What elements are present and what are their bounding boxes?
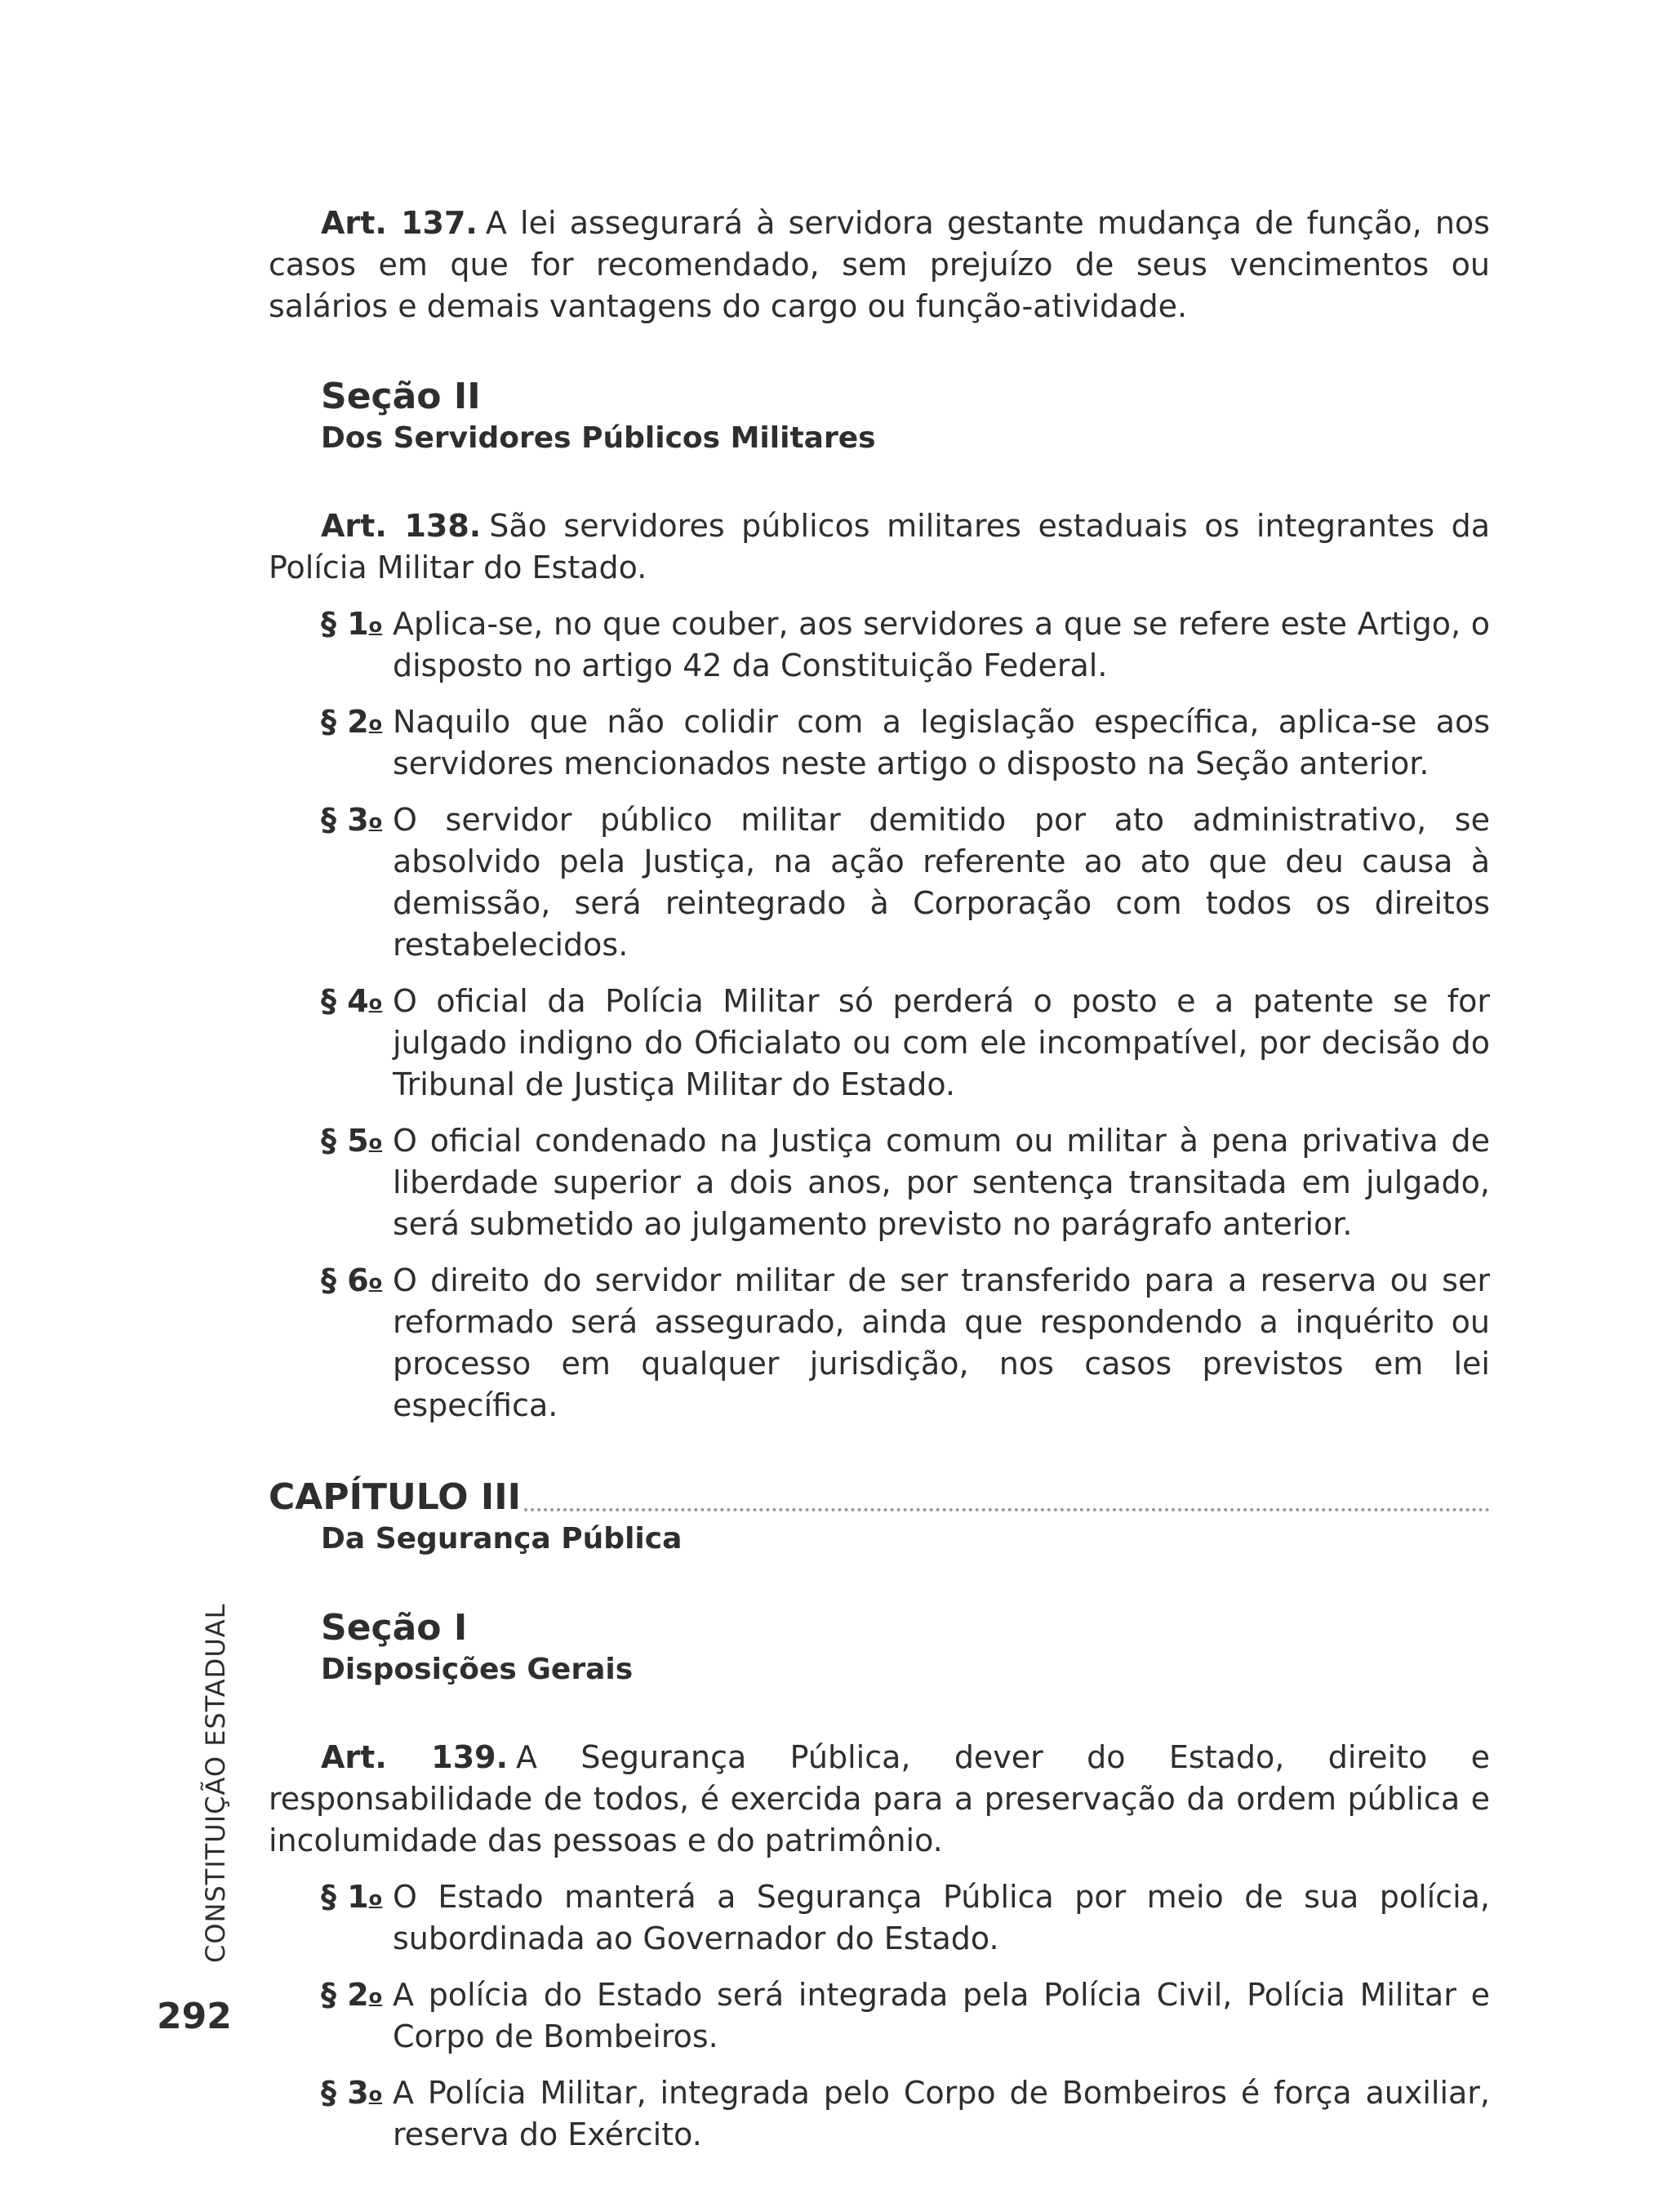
article-139-text: A Segurança Pública, dever do Estado, direito e responsabilidade de todos, é exercida para a preservação da ordem pública e incolumidade das pessoas e do patrimônio. — [269, 1739, 1490, 1858]
article-139 — [269, 1737, 1490, 1862]
article-137-label: Art. 137. — [321, 205, 478, 241]
paragraph-number: § 4$^o$ — [321, 983, 383, 1019]
chapter-3-subtitle: Da Segurança Pública — [321, 1522, 683, 1556]
paragraph-text: Aplica-se, no que couber, aos servidores a que se refere este Artigo, o disposto no artigo 42 da Constituição Federal. — [393, 606, 1490, 683]
art138-paragraph-6 — [269, 1260, 1490, 1426]
paragraph-number: § 1$^o$ — [321, 606, 383, 642]
paragraph-number: § 2$^o$ — [321, 704, 383, 740]
art138-paragraph-3 — [269, 799, 1490, 966]
paragraph-text: O oficial da Polícia Militar só perderá o posto e a patente se for julgado indigno do Oficialato ou com ele incompatível, por decisão do Tribunal de Justiça Militar do Estado. — [393, 983, 1490, 1102]
page-number: 292 — [157, 1996, 232, 2037]
paragraph-text: O direito do servidor militar de ser transferido para a reserva ou ser reformado será assegurado, ainda que respondendo a inquérito ou processo em qualquer jurisdição, nos casos previstos em lei específica. — [393, 1262, 1490, 1423]
chapter-3-header — [269, 1475, 1490, 1520]
paragraph-number: § 6$^o$ — [321, 1262, 383, 1298]
paragraph-text: O Estado manterá a Segurança Pública por meio de sua polícia, subordinada ao Governador do Estado. — [393, 1879, 1490, 1956]
article-138-label: Art. 138. — [321, 508, 482, 544]
paragraph-number: § 3$^o$ — [321, 802, 383, 838]
art139-paragraph-1 — [269, 1876, 1490, 1960]
art138-paragraph-1 — [269, 603, 1490, 687]
paragraph-text: A polícia do Estado será integrada pela Polícia Civil, Polícia Militar e Corpo de Bombeiros. — [393, 1977, 1490, 2054]
article-138 — [269, 505, 1490, 589]
paragraph-number: § 2$^o$ — [321, 1977, 383, 2013]
paragraph-text: A Polícia Militar, integrada pelo Corpo de Bombeiros é força auxiliar, reserva do Exército. — [393, 2075, 1490, 2152]
article-139-label: Art. 139. — [321, 1739, 509, 1775]
paragraph-number: § 3$^o$ — [321, 2075, 383, 2111]
page-content — [269, 203, 1490, 2156]
paragraph-number: § 5$^o$ — [321, 1123, 383, 1159]
article-137 — [269, 203, 1490, 327]
article-138-text: São servidores públicos militares estaduais os integrantes da Polícia Militar do Estado. — [269, 508, 1490, 585]
side-running-header: CONSTITUIÇÃO ESTADUAL — [200, 1603, 231, 1963]
paragraph-text: Naquilo que não colidir com a legislação específica, aplica-se aos servidores mencionados neste artigo o disposto na Seção anterior. — [393, 704, 1490, 781]
paragraph-text: O oficial condenado na Justiça comum ou militar à pena privativa de liberdade superior a dois anos, por sentença transitada em julgado, será submetido ao julgamento previsto no parágrafo anterior. — [393, 1123, 1490, 1242]
section-1-subtitle: Disposições Gerais — [321, 1653, 634, 1686]
art139-paragraph-2 — [269, 1974, 1490, 2058]
section-2-title: Seção II — [321, 376, 481, 417]
art138-paragraph-5 — [269, 1120, 1490, 1245]
section-2-subtitle: Dos Servidores Públicos Militares — [321, 421, 876, 455]
paragraph-number: § 1$^o$ — [321, 1879, 383, 1915]
article-137-text: A lei assegurará à servidora gestante mudança de função, nos casos em que for recomendado, sem prejuízo de seus vencimentos ou salários e demais vantagens do cargo ou função-atividade. — [269, 205, 1490, 324]
paragraph-text: O servidor público militar demitido por ato administrativo, se absolvido pela Justiça, na ação referente ao ato que deu causa à demissão, será reintegrado à Corporação com todos os direitos restabelecidos. — [393, 802, 1490, 963]
art138-paragraph-2 — [269, 701, 1490, 785]
chapter-dotted-rule — [524, 1507, 1490, 1511]
art138-paragraph-4 — [269, 981, 1490, 1106]
art139-paragraph-3 — [269, 2072, 1490, 2156]
section-1-title: Seção I — [321, 1607, 468, 1649]
chapter-3-title: CAPÍTULO III — [269, 1476, 522, 1518]
